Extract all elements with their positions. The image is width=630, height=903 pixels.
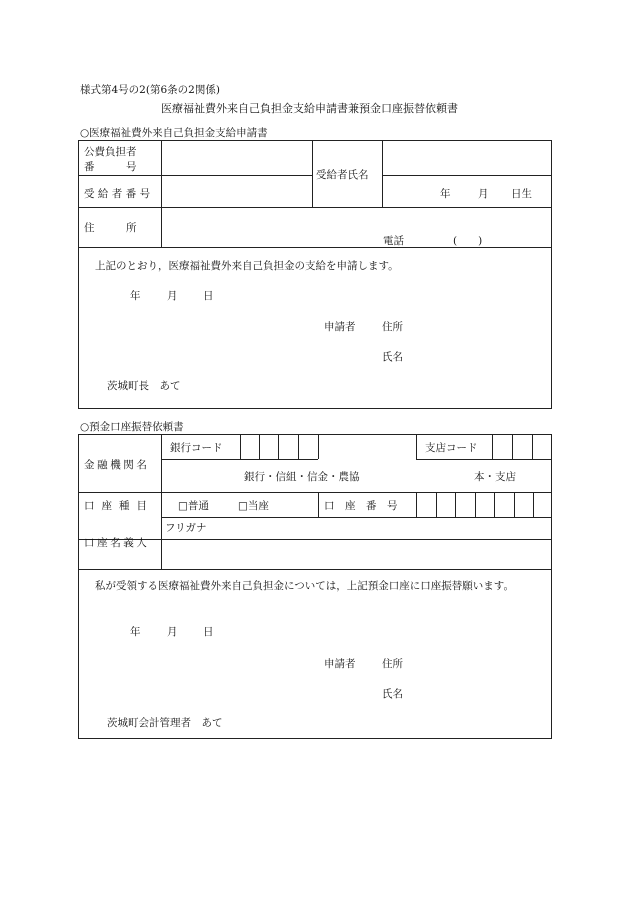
bank-code-digit-1[interactable] xyxy=(241,435,258,458)
branch-code-digit-3[interactable] xyxy=(533,435,551,458)
account-type-current-checkbox[interactable]: □当座 xyxy=(238,500,269,512)
account-type-ordinary-checkbox[interactable]: □普通 xyxy=(178,500,209,512)
applicant-name-label: 氏名 xyxy=(382,351,403,363)
recipient-number-label: 受給者番号 xyxy=(84,188,154,200)
section2-title: ○預金口座振替依頼書 xyxy=(80,421,184,433)
branch-types-label: 本・支店 xyxy=(474,471,516,483)
applicant-label: 申請者 xyxy=(324,321,356,333)
birth-day-label: 日生 xyxy=(511,188,532,200)
bank-code-digit-3[interactable] xyxy=(279,435,297,458)
account-number-digit-1[interactable] xyxy=(417,493,435,516)
transfer-date-year-label: 年 xyxy=(130,626,141,638)
account-type-label: 口座種目 xyxy=(84,500,154,512)
insurer-number-label-line2: 番 号 xyxy=(84,161,137,173)
insurer-number-field[interactable] xyxy=(162,141,311,174)
bank-name-label: 金融機関名 xyxy=(84,459,150,471)
transfer-applicant-label: 申請者 xyxy=(324,658,356,670)
transfer-statement: 私が受領する医療福祉費外来自己負担金については，上記預金口座に口座振替願います。 xyxy=(95,580,514,592)
bank-code-digit-2[interactable] xyxy=(260,435,277,458)
bank-code-digit-4[interactable] xyxy=(299,435,317,458)
document-title: 医療福祉費外来自己負担金支給申請書兼預金口座振替依頼書 xyxy=(161,102,458,115)
application-statement: 上記のとおり，医療福祉費外来自己負担金の支給を申請します。 xyxy=(95,260,399,272)
recipient-number-field[interactable] xyxy=(162,176,311,206)
section1-title: ○医療福祉費外来自己負担金支給申請書 xyxy=(80,127,268,139)
date-year-label: 年 xyxy=(130,290,141,302)
branch-code-digit-2[interactable] xyxy=(513,435,531,458)
address-field[interactable] xyxy=(162,208,551,246)
furigana-label: フリガナ xyxy=(165,522,207,534)
account-number-digit-6[interactable] xyxy=(515,493,532,516)
insurer-number-label-line1: 公費負担者 xyxy=(84,146,137,158)
address-label: 住 所 xyxy=(84,222,137,234)
account-number-digit-4[interactable] xyxy=(476,493,493,516)
transfer-date-day-label: 日 xyxy=(203,626,214,638)
form-number: 様式第4号の2(第6条の2関係) xyxy=(80,84,220,96)
branch-code-digit-1[interactable] xyxy=(493,435,511,458)
branch-code-label: 支店コード xyxy=(425,442,478,454)
bank-code-label: 銀行コード xyxy=(170,442,223,454)
transfer-date-month-label: 月 xyxy=(167,626,178,638)
date-month-label: 月 xyxy=(167,290,178,302)
transfer-applicant-name-label: 氏名 xyxy=(382,688,403,700)
account-number-digit-3[interactable] xyxy=(456,493,474,516)
account-number-digit-2[interactable] xyxy=(437,493,454,516)
account-holder-field[interactable] xyxy=(162,540,551,568)
account-holder-label: 口座名義人 xyxy=(84,537,150,549)
phone-parens: ( ) xyxy=(453,235,483,247)
furigana-field[interactable] xyxy=(215,518,551,538)
birth-year-label: 年 xyxy=(440,188,451,200)
applicant-address-label: 住所 xyxy=(382,321,403,333)
transfer-applicant-address-label: 住所 xyxy=(382,658,403,670)
recipient-name-field[interactable] xyxy=(383,141,551,174)
account-number-label: 口 座 番 号 xyxy=(324,500,398,512)
recipient-name-label: 受給者氏名 xyxy=(316,169,369,181)
phone-label: 電話 xyxy=(383,235,404,247)
date-day-label: 日 xyxy=(203,290,214,302)
birth-month-label: 月 xyxy=(478,188,489,200)
transfer-addressee: 茨城町会計管理者 あて xyxy=(107,717,223,729)
account-number-digit-7[interactable] xyxy=(534,493,551,516)
addressee: 茨城町長 あて xyxy=(107,380,181,392)
application-form-table xyxy=(78,140,552,409)
account-number-digit-5[interactable] xyxy=(495,493,513,516)
bank-types-label: 銀行・信組・信金・農協 xyxy=(244,471,360,483)
